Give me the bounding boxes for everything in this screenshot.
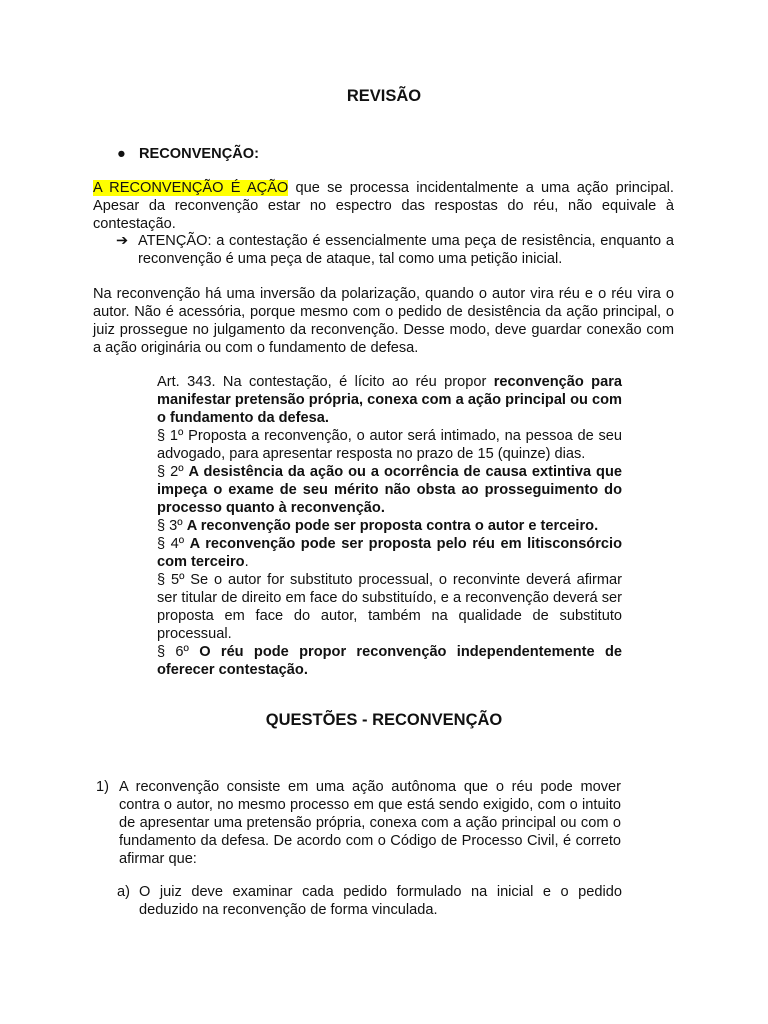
question-number: 1): [96, 779, 109, 795]
paragraph-number: § 6º: [157, 644, 200, 660]
paragraph-suffix: .: [244, 554, 249, 570]
paragraph-bold-text: A reconvenção pode ser proposta contra o autor e terceiro.: [186, 518, 599, 534]
law-paragraph-5: § 5º Se o autor for substituto processual, o reconvinte deverá afirmar ser titular de direito em face do substituído, e a reconvenção deverá ser proposta em face do autor, também na qualidade de substituto processual.: [157, 572, 622, 642]
law-paragraph-2: [157, 463, 622, 517]
question-text: A reconvenção consiste em uma ação autônoma que o réu pode mover contra o autor, no mesmo processo em que está sendo exigido, com o intuito de apresentar uma pretensão própria, conexa com a ação principal ou com o fundamento da defesa. De acordo com o Código de Processo Civil, é correto afirmar que:: [119, 779, 621, 867]
article-bold-text: reconvenção para manifestar pretensão própria, conexa com a ação principal ou com o fundamento da defesa.: [157, 374, 622, 426]
question-item: [96, 778, 621, 868]
bullet-icon: ●: [117, 146, 126, 162]
bullet-label: RECONVENÇÃO:: [139, 146, 259, 162]
paragraph-number: § 3º: [157, 518, 187, 534]
arrow-right-icon: ➔: [116, 233, 129, 249]
intro-text: que se processa incidentalmente a uma ação principal. Apesar da reconvenção estar no espectro das respostas do réu, não equivale à contestação.: [93, 180, 674, 232]
article-text: Art. 343. Na contestação, é lícito ao réu propor: [157, 374, 494, 390]
law-paragraph-6: [157, 643, 622, 679]
paragraph-bold-text: A desistência da ação ou a ocorrência de causa extintiva que impeça o exame de seu mérito não obsta ao prosseguimento do processo quanto à reconvenção.: [157, 464, 622, 516]
paragraph-bold-text: A reconvenção pode ser proposta pelo réu em litisconsórcio com terceiro: [157, 536, 622, 570]
section-title: QUESTÕES - RECONVENÇÃO: [265, 711, 503, 729]
law-paragraph-1: § 1º Proposta a reconvenção, o autor será intimado, na pessoa de seu advogado, para apresentar resposta no prazo de 15 (quinze) dias.: [157, 428, 622, 462]
law-article: [157, 373, 622, 427]
paragraph-number: § 2º: [157, 464, 189, 480]
attention-item: [116, 232, 674, 268]
paragraph-bold-text: O réu pode propor reconvenção independentemente de oferecer contestação.: [157, 644, 622, 678]
law-paragraph-3: [157, 517, 622, 535]
option-letter: a): [117, 884, 130, 900]
intro-paragraph: [93, 179, 674, 233]
bullet-item: [117, 145, 259, 163]
highlighted-text: A RECONVENÇÃO É AÇÃO: [93, 180, 289, 196]
explanation-paragraph: Na reconvenção há uma inversão da polarização, quando o autor vira réu e o réu vira o autor. Não é acessória, porque mesmo com o pedido de desistência da ação principal, o juiz prossegue no julgamento da reconvenção. Desse modo, deve guardar conexão com a ação originária ou com o fundamento de defesa.: [93, 286, 674, 356]
option-text: O juiz deve examinar cada pedido formulado na inicial e o pedido deduzido na reconvenção de forma vinculada.: [139, 884, 622, 918]
law-paragraph-4: [157, 535, 622, 571]
attention-text: ATENÇÃO: a contestação é essencialmente uma peça de resistência, enquanto a reconvenção é uma peça de ataque, tal como uma petição inicial.: [138, 233, 674, 267]
paragraph-number: § 4º: [157, 536, 190, 552]
page-title: REVISÃO: [346, 87, 422, 105]
answer-option: [117, 883, 622, 919]
law-quote: [157, 373, 622, 679]
